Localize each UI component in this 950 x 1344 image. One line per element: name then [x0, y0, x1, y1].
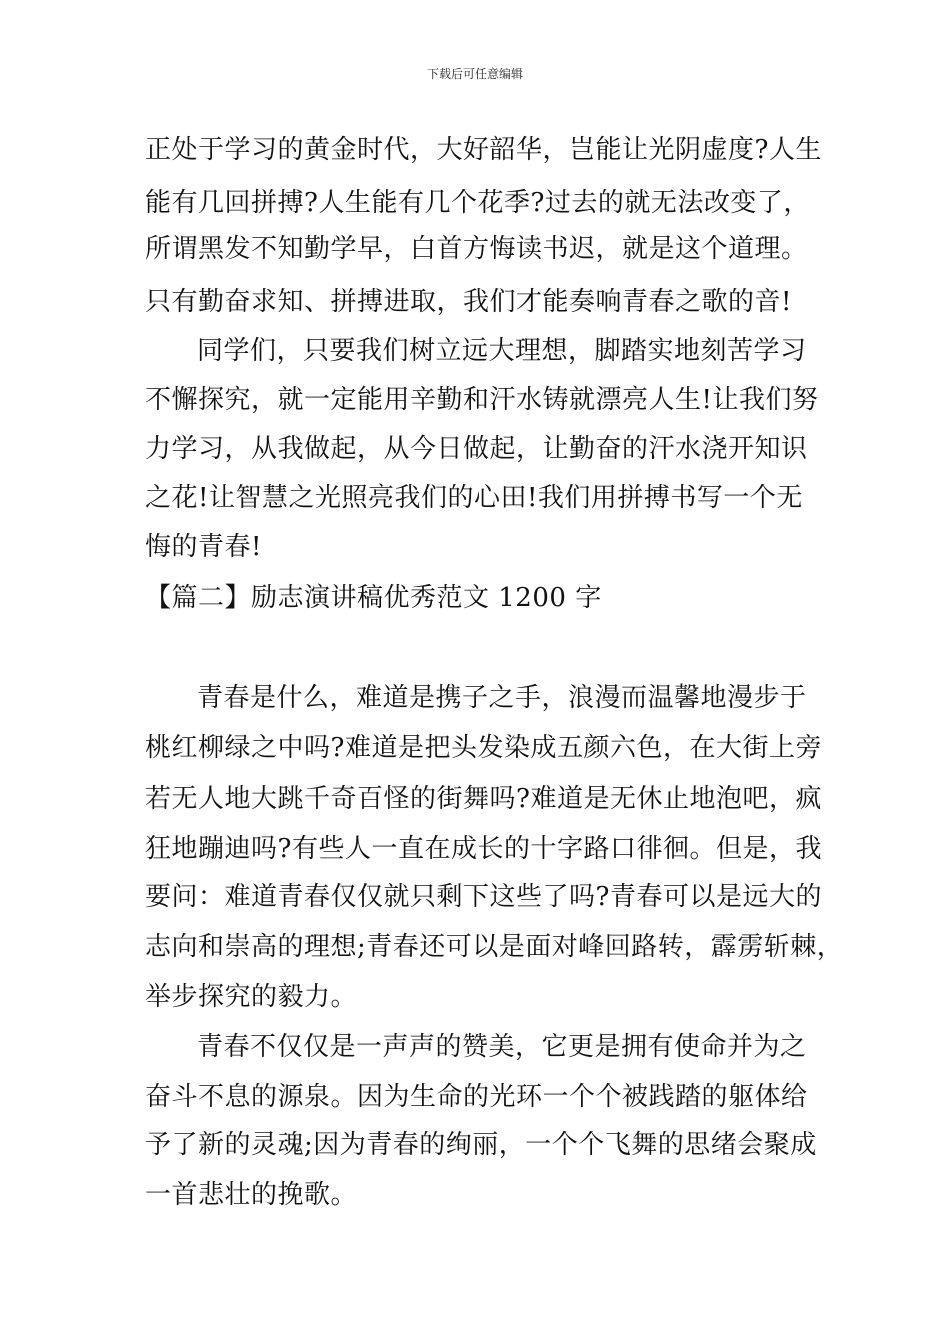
- header-note: 下载后可任意编辑: [426, 67, 523, 81]
- text-line: 志向和崇高的理想;青春还可以是面对峰回路转，霹雳斩棘，: [145, 932, 844, 962]
- text-line: 青春不仅仅是一声声的赞美，它更是拥有使命并为之: [197, 1032, 807, 1062]
- text-line: 奋斗不息的源泉。因为生命的光环一个个被践踏的躯体给: [145, 1082, 808, 1112]
- text-line: 桃红柳绿之中吗?难道是把头发染成五颜六色，在大街上旁: [145, 733, 822, 763]
- text-line: 举步探究的毅力。: [145, 982, 358, 1012]
- text-line: 要问：难道青春仅仅就只剩下这些了吗?青春可以是远大的: [145, 882, 822, 912]
- text-line: 力学习，从我做起，从今日做起，让勤奋的汗水浇开知识: [145, 434, 808, 464]
- text-line: 若无人地大跳千奇百怪的街舞吗?难道是无休止地泡吧，疯: [145, 784, 822, 814]
- text-line: 狂地蹦迪吗?有些人一直在成长的十字路口徘徊。但是，我: [145, 834, 822, 864]
- text-line: 悔的青春!: [145, 532, 262, 562]
- text-line: 同学们，只要我们树立远大理想，脚踏实地刻苦学习: [197, 336, 807, 366]
- text-line: 之花!让智慧之光照亮我们的心田!我们用拼搏书写一个无: [145, 483, 803, 513]
- text-line: 不懈探究，就一定能用辛勤和汗水铸就漂亮人生!让我们努: [145, 385, 819, 415]
- text-line: 能有几回拼搏?人生能有几个花季?过去的就无法改变了，: [145, 188, 810, 218]
- text-line: 正处于学习的黄金时代，大好韶华，岂能让光阴虚度?人生: [145, 135, 822, 165]
- text-line: 所谓黑发不知勤学早，白首方悔读书迟，就是这个道理。: [145, 234, 808, 264]
- text-line: 青春是什么，难道是携子之手，浪漫而温馨地漫步于: [197, 683, 807, 713]
- section-title: 【篇二】励志演讲稿优秀范文 1200 字: [145, 583, 602, 613]
- text-line: 予了新的灵魂;因为青春的绚丽，一个个飞舞的思绪会聚成: [145, 1130, 817, 1160]
- text-line: 一首悲壮的挽歌。: [145, 1180, 358, 1210]
- text-line: 只有勤奋求知、拼搏进取，我们才能奏响青春之歌的音!: [145, 287, 792, 317]
